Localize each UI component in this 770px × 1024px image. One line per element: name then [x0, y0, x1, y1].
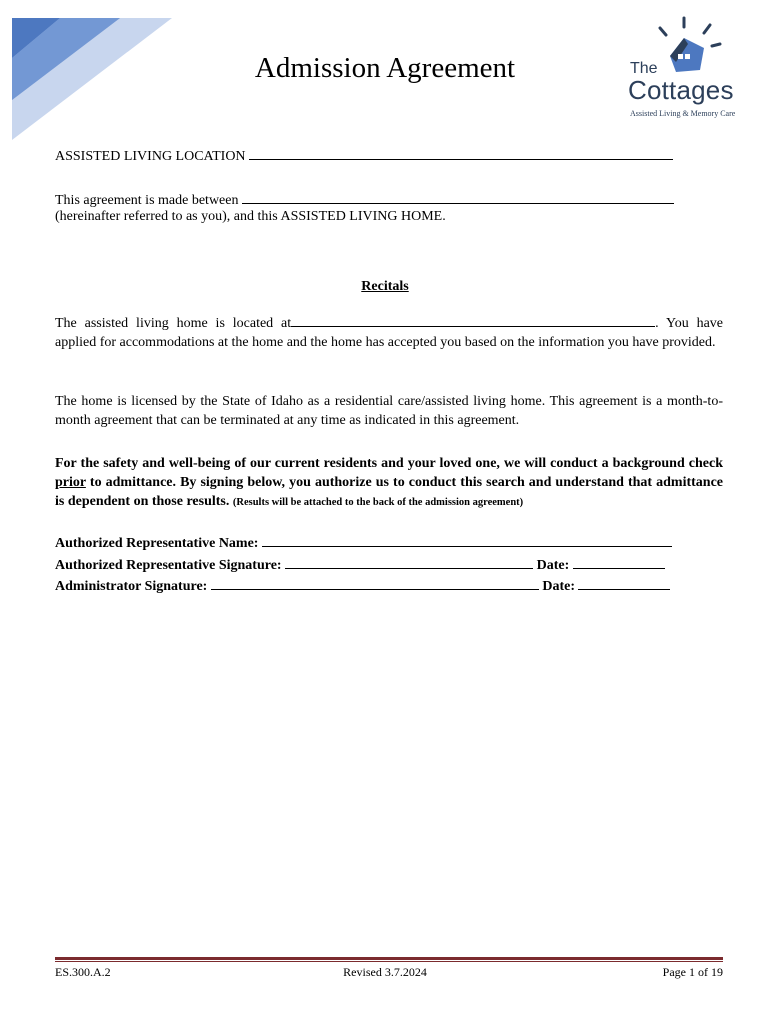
rep-signature-field[interactable]	[285, 555, 533, 569]
footer-rule	[55, 957, 723, 960]
admin-signature-label: Administrator Signature:	[55, 579, 208, 594]
party-name-field[interactable]	[242, 190, 674, 204]
admin-signature-field[interactable]	[211, 576, 539, 590]
page-title: Admission Agreement	[254, 52, 516, 84]
home-address-field[interactable]	[291, 313, 655, 327]
logo-the: The	[630, 60, 658, 77]
between-label: This agreement is made between	[55, 193, 239, 208]
background-check-text-a: For the safety and well-being of our current residents and your loved one, we will conduct a background check	[55, 456, 723, 471]
location-field[interactable]	[249, 146, 673, 160]
recitals-heading: Recitals	[361, 279, 409, 294]
footer-code: ES.300.A.2	[55, 965, 111, 979]
admin-date-label: Date:	[542, 579, 575, 594]
footer-rule-thin	[55, 961, 723, 962]
rep-signature-label: Authorized Representative Signature:	[55, 558, 282, 573]
rep-date-label: Date:	[536, 558, 570, 573]
between-continuation: (hereinafter referred to as you), and this ASSISTED LIVING HOME.	[55, 209, 446, 224]
rep-name-row	[55, 533, 672, 552]
location-row	[55, 146, 673, 165]
background-check-paragraph	[55, 454, 723, 512]
results-note: (Results will be attached to the back of the admission agreement)	[232, 497, 524, 508]
admin-date-field[interactable]	[578, 576, 670, 590]
between-row	[55, 190, 674, 209]
rep-signature-row	[55, 555, 665, 574]
recital-paragraph-2: The home is licensed by the State of Idaho as a residential care/assisted living home. This agreement is a month-to-month agreement that can be terminated at any time as indicated in this agreement.	[55, 394, 723, 428]
recital-1-end: . You have applied for accommodations at the home and the home has accepted you based on the information you have provided.	[55, 316, 724, 350]
logo-name: Cottages	[628, 75, 734, 105]
logo-tagline: Assisted Living & Memory Care	[630, 109, 736, 118]
prior-emphasis: prior	[55, 475, 86, 490]
admin-signature-row	[55, 576, 670, 595]
recital-paragraph-1	[55, 313, 723, 352]
footer-page: Page 1 of 19	[662, 965, 723, 979]
footer-revised: Revised 3.7.2024	[343, 965, 427, 979]
background-check-text-b: to admittance. By signing below, you authorize us to conduct this search and understand that admittance is dependent on those results.	[55, 475, 723, 509]
rep-name-label: Authorized Representative Name:	[55, 536, 259, 551]
recital-1-start: The assisted living home is located at	[55, 316, 292, 331]
location-label: ASSISTED LIVING LOCATION	[55, 149, 246, 164]
rep-name-field[interactable]	[262, 533, 672, 547]
rep-date-field[interactable]	[573, 555, 665, 569]
